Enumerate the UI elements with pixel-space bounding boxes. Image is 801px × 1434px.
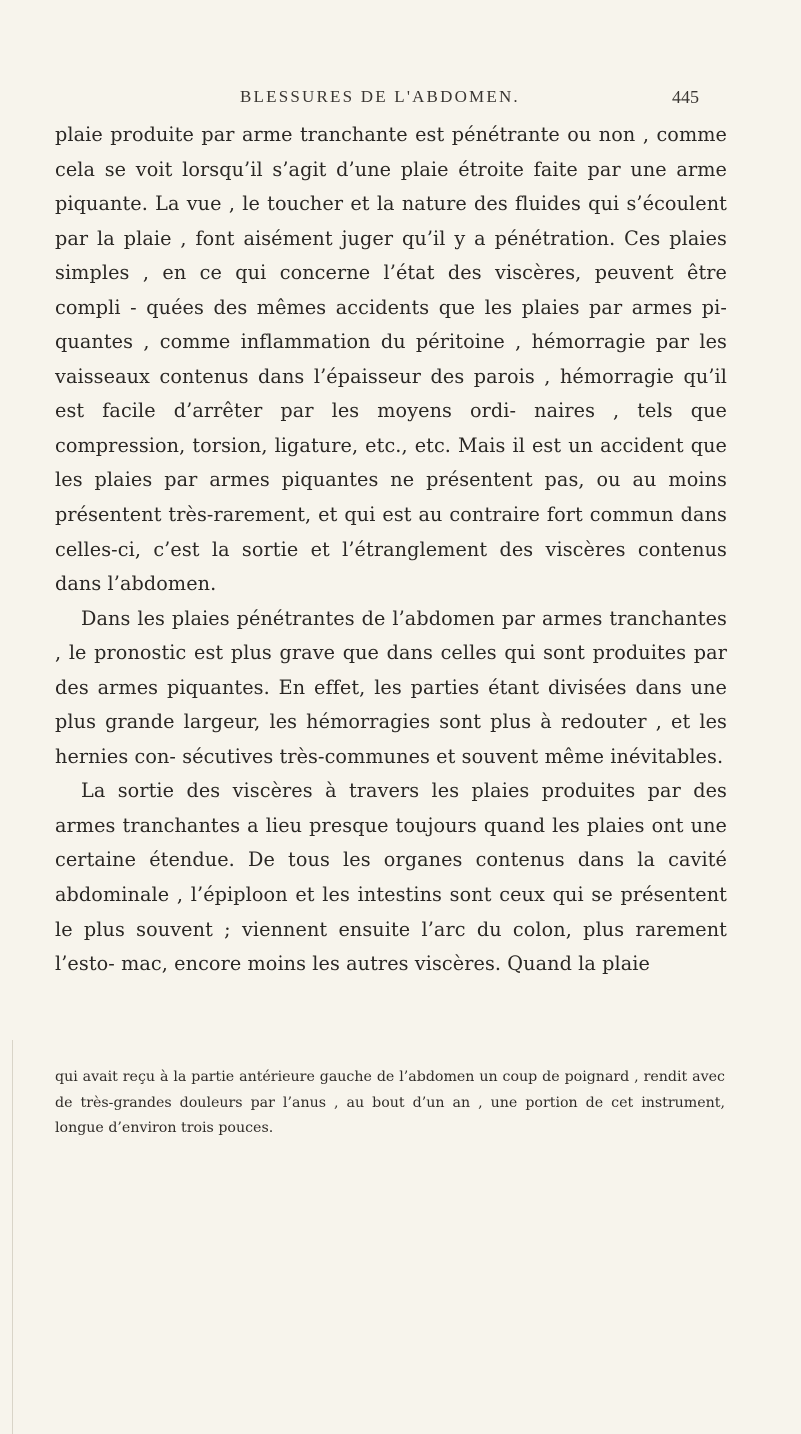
main-text	[55, 118, 727, 982]
footnote-text: qui avait reçu à la partie antérieure gauche de l’abdomen un coup de poignard , rendit avec de très-grandes douleurs par l’anus , au bout d’un an , une portion de cet instrument, longue d’environ trois pouces.	[55, 1069, 725, 1137]
paragraph-viscera: La sortie des viscères à travers les plaies produites par des armes tranchantes a lieu presque toujours quand les plaies ont une certaine étendue. De tous les organes contenus dans la cavité abdominale , l’épiploon et les intestins sont ceux qui se présentent le plus souvent ; viennent ensuite l’arc du colon, plus rarement l’esto- mac, encore moins les autres viscères. Quand la plaie	[55, 779, 727, 976]
running-title: BLESSURES DE L'ABDOMEN.	[240, 87, 520, 106]
paragraph-continuation: plaie produite par arme tranchante est pénétrante ou non , comme cela se voit lorsqu’il s’agit d’une plaie étroite faite par une arme piquante. La vue , le toucher et la nature des fluides qui s’écoulent par la plaie , font aisément juger qu’il y a pénétration. Ces plaies simples , en ce qui concerne l’état des viscères, peuvent être compli - quées des mêmes accidents que les plaies par armes pi- quantes , comme inflammation du péritoine , hémorragie par les vaisseaux contenus dans l’épaisseur des parois , hémorragie qu’il est facile d’arrêter par les moyens ordi- naires , tels que compression, torsion, ligature, etc., etc. Mais il est un accident que les plaies par armes piquantes ne présentent pas, ou au moins présentent très-rarement, et qui est au contraire fort commun dans celles-ci, c’est la sortie et l’étranglement des viscères contenus dans l’abdomen.	[55, 123, 727, 596]
paragraph-prognosis: Dans les plaies pénétrantes de l’abdomen par armes tranchantes , le pronostic est plus grave que dans celles qui sont produites par des armes piquantes. En effet, les parties étant divisées dans une plus grande largeur, les hémorragies sont plus à redouter , et les hernies con- sécutives très-communes et souvent même inévitables.	[55, 606, 727, 768]
footnote	[55, 1065, 725, 1142]
page-number: 445	[672, 87, 699, 107]
page-edge-shadow	[12, 1040, 13, 1434]
running-head	[0, 87, 801, 111]
